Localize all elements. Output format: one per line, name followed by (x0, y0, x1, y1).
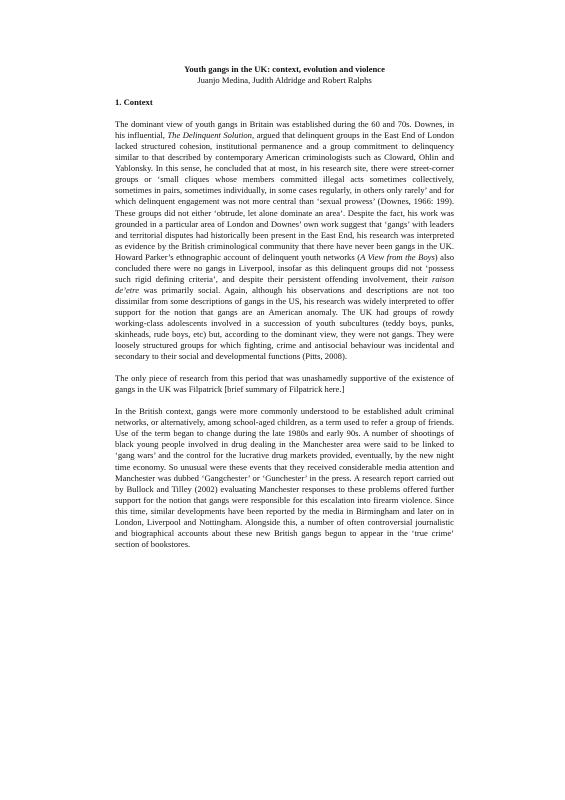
paragraph-2: The only piece of research from this period that was unashamedly supportive of the existence of gangs in the UK was Filpatrick [brief summary of Filpatrick here.] (115, 373, 454, 395)
document-page (115, 64, 454, 561)
phrase-raison-detre: raison de’etre (115, 273, 454, 295)
paragraph-1 (115, 119, 454, 362)
paragraph-1-part-b: , argued that delinquent groups in the East End of London lacked structured cohesion, institutional permanence and a group commitment to delinquency similar to that described by contemporary American criminologists such as Cloward, Ohlin and Yablonsky. In this sense, he concluded that at most, in his research site, there were street-corner groups or ‘small cliques whose members committed illegal acts sometimes collectively, sometimes in pairs, sometimes individually, in some cases regularly, in others only rarely’ and for which delinquent engagement was not more central than ‘sexual prowess’ (Downes, 1966: 199). These groups did not either ‘obtrude, let alone dominate an area’. Despite the fact, his work was grounded in a particular area of London and Downes’ own work suggest that ‘gangs’ with leaders and territorial disputes had historically been present in the East End, his research was interpreted as evidence by the British criminological community that there have never been gangs in the UK. Howard Parker’s ethnographic account of delinquent youth networks ( (115, 130, 454, 262)
section-heading: 1. Context (115, 97, 153, 108)
paragraph-1-part-a: The dominant view of youth gangs in Britain was established during the 60 and 70s. Downes, in his influential, (115, 119, 454, 141)
book-title-view-from-the-boys: A View from the Boys (360, 251, 435, 262)
paragraph-3: In the British context, gangs were more commonly understood to be established adult criminal networks, or alternatively, among school-aged children, as a term used to refer a group of friends. Use of the term began to change during the late 1980s and early 90s. A number of shootings of black young people involved in drug dealing in the Manchester area were said to be linked to ‘gang wars’ and the control for the lucrative drug markets provided, eventually, by the new night time economy. So unusual were these events that they received considerable media attention and Manchester was dubbed ‘Gangchester’ or ‘Gunchester’ in the press. A research report carried out by Bullock and Tilley (2002) evaluating Manchester responses to these problems offered further support for the notion that gangs were responsible for this escalation into firearm violence. Since this time, similar developments have been reported by the media in Birmingham and later on in London, Liverpool and Nottingham. Alongside this, a number of often controversial journalistic and biographical accounts about these new British gangs begun to appear in the ‘true crime’ section of bookstores. (115, 406, 454, 549)
paragraph-1-part-c: ) also concluded there were no gangs in Liverpool, insofar as this delinquent groups did not ‘possess such rigid defining criteria’, and despite their persistent offending involvement, their (115, 251, 454, 284)
book-title-delinquent-solution: The Delinquent Solution (167, 130, 252, 141)
paper-authors: Juanjo Medina, Judith Aldridge and Robert Ralphs (197, 75, 372, 86)
paragraph-1-part-d: was primarily social. Again, although his observations and descriptions are not too dissimilar from some descriptions of gangs in the US, his research was widely interpreted to offer support for the notion that gangs are an American anomaly. The UK had groups of rowdy working-class adolescents involved in a succession of youth subcultures (teddy boys, punks, skinheads, rude boys, etc) but, according to the dominant view, they were not gangs. They were loosely structured groups for which fighting, crime and antisocial behaviour was incidental and secondary to their social and developmental functions (Pitts, 2008). (115, 284, 454, 362)
paper-title: Youth gangs in the UK: context, evolution and violence (184, 64, 385, 74)
title-block (115, 64, 454, 86)
